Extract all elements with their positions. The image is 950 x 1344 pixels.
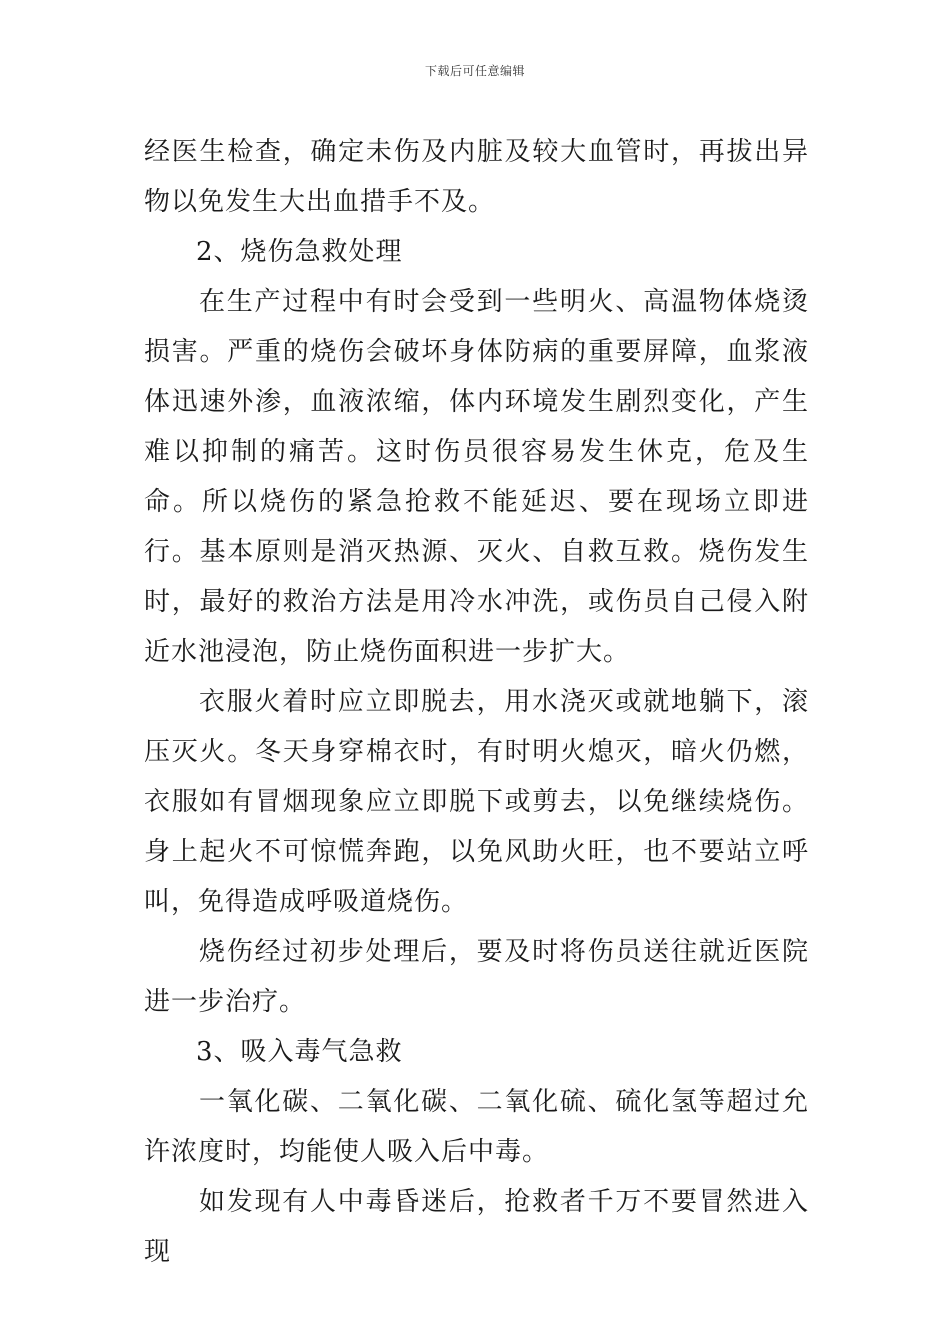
section-heading-toxic-gas: 3、吸入毒气急救 — [196, 1037, 403, 1067]
section-heading-burn: 2、烧伤急救处理 — [196, 237, 403, 267]
paragraph-clothing-fire: 衣服火着时应立即脱去，用水浇灭或就地躺下，滚压灭火。冬天身穿棉衣时，有时明火熄灭，暗火仍燃，衣服如有冒烟现象应立即脱下或剪去，以免继续烧伤。身上起火不可惊慌奔跑，以免风助火旺，也不要站立呼叫，免得造成呼吸道烧伤。 — [144, 687, 809, 917]
paragraph-burn-intro: 在生产过程中有时会受到一些明火、高温物体烧烫损害。严重的烧伤会破坏身体防病的重要屏障，血浆液体迅速外渗，血液浓缩，体内环境发生剧烈变化，产生难以抑制的痛苦。这时伤员很容易发生休克，危及生命。所以烧伤的紧急抢救不能延迟、要在现场立即进行。基本原则是消灭热源、灭火、自救互救。烧伤发生时，最好的救治方法是用冷水冲洗，或伤员自己侵入附近水池浸泡，防止烧伤面积进一步扩大。 — [144, 287, 809, 667]
paragraph-rescue: 如发现有人中毒昏迷后，抢救者千万不要冒然进入现 — [144, 1187, 809, 1267]
paragraph-continuation: 经医生检查，确定未伤及内脏及较大血管时，再拔出异物以免发生大出血措手不及。 — [144, 137, 809, 217]
page-header-note: 下载后可任意编辑 — [424, 64, 525, 78]
paragraph-burn-followup: 烧伤经过初步处理后，要及时将伤员送往就近医院进一步治疗。 — [144, 937, 809, 1017]
document-body — [144, 127, 809, 1277]
paragraph-toxic-gas-intro: 一氧化碳、二氧化碳、二氧化硫、硫化氢等超过允许浓度时，均能使人吸入后中毒。 — [144, 1087, 809, 1167]
